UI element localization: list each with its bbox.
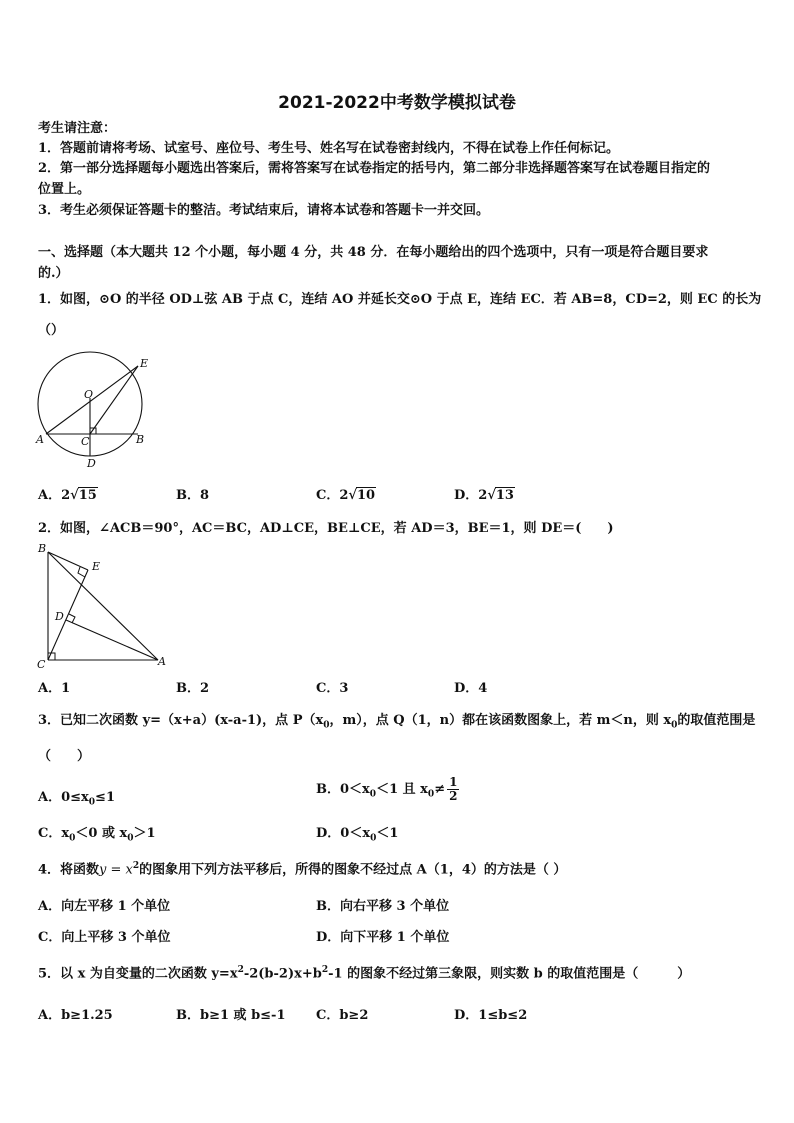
q1-label-d: D — [87, 457, 96, 470]
q1-label-c: C — [81, 435, 90, 448]
q1-label-e: E — [140, 357, 149, 370]
q2-label-b: B — [38, 542, 47, 555]
q2-option-a: A．1 — [38, 681, 71, 696]
notice-heading: 考生请注意： — [38, 121, 117, 136]
q4-option-b: B．向右平移 3 个单位 — [316, 899, 450, 914]
q1-stem: 1．如图，⊙O 的半径 OD⊥弦 AB 于点 C，连结 AO 并延长交⊙O 于点 E，连结 EC．若 AB=8，CD=2，则 EC 的长为 — [38, 292, 762, 307]
section-heading: 一、选择题（本大题共 12 个小题，每小题 4 分，共 48 分．在每小题给出的四个选项中，只有一项是符合题目要求 — [38, 245, 709, 260]
q3-option-c: C．$x_0<0$ 或 $x_0>1$ — [38, 826, 156, 844]
q3-option-b: B．$0<x_0<1$ 且 $x_0\ne$ $\frac{1}{2}$ — [316, 775, 458, 803]
q2-option-c: C．3 — [316, 681, 349, 696]
q2-label-a: A — [158, 655, 166, 668]
q1-stem-cont: （） — [38, 323, 65, 338]
q5-option-b: B．b≥1 或 b≤-1 — [176, 1008, 286, 1023]
q1-label-a: A — [36, 433, 44, 446]
q1-line-ec — [90, 366, 138, 434]
q2-line-ad — [66, 620, 158, 660]
q1-option-d: D．2√13 — [454, 488, 514, 503]
q5-option-d: D．1≤b≤2 — [454, 1008, 528, 1023]
q2-line-be — [48, 552, 88, 570]
q2-label-d: D — [55, 610, 64, 623]
q1-option-b: B．8 — [176, 488, 210, 503]
q1-label-b: B — [136, 433, 145, 446]
q2-line-ce — [48, 570, 88, 660]
q2-label-c: C — [37, 658, 46, 671]
q4-option-d: D．向下平移 1 个单位 — [316, 930, 450, 945]
q3-option-d: D．$0<x_0<1$ — [316, 826, 399, 844]
q4-option-c: C．向上平移 3 个单位 — [38, 930, 171, 945]
q5-option-a: A．b≥1.25 — [38, 1008, 113, 1023]
notice-item-2: 2．第一部分选择题每小题选出答案后，需将答案写在试卷指定的括号内，第二部分非选择题答案写在试卷题目指定的 — [38, 161, 711, 176]
q2-label-e: E — [92, 560, 101, 573]
notice-item-3: 3．考生必须保证答题卡的整洁。考试结束后，请将本试卷和答题卡一并交回。 — [38, 203, 490, 218]
q3-stem-cont: （ ） — [38, 749, 91, 764]
q4-stem: 4．将函数$y = x^2$的图象用下列方法平移后，所得的图象不经过点 A（1，4）的方法是（ ） — [38, 861, 567, 878]
section-heading-cont: 的.） — [38, 266, 69, 281]
q3-fraction: $\frac{1}{2}$ — [449, 775, 458, 803]
q5-stem: 5．以 x 为自变量的二次函数 $y=x^2-2(b-2)x+b^2-1$ 的图象不经过第三象限，则实数 b 的取值范围是（ ） — [38, 965, 691, 982]
q5-option-c: C．b≥2 — [316, 1008, 369, 1023]
page-title: 2021-2022中考数学模拟试卷 — [278, 93, 516, 113]
notice-item-1: 1．答题前请将考场、试室号、座位号、考生号、姓名写在试卷密封线内，不得在试卷上作任何标记。 — [38, 141, 620, 156]
q1-label-o: O — [84, 388, 94, 401]
q3-stem: 3．已知二次函数 y=（x+a）(x-a-1)，点 $P(x_0$，m），点 Q（1，n）都在该函数图象上，若 m＜n，则 $x_0$的取值范围是 — [38, 713, 756, 731]
q2-side-ab — [48, 552, 158, 660]
q2-option-d: D．4 — [454, 681, 488, 696]
q4-option-a: A．向左平移 1 个单位 — [38, 899, 171, 914]
q2-triangle-figure — [34, 540, 174, 672]
q1-option-c: C．2√10 — [316, 488, 376, 503]
q3-option-a: A．$0\le x_0\le 1$ — [38, 790, 115, 808]
notice-item-2-cont: 位置上。 — [38, 182, 91, 197]
q2-option-b: B．2 — [176, 681, 210, 696]
q1-circle-figure — [34, 348, 158, 472]
q1-option-a: A．2√15 — [38, 488, 97, 503]
q2-stem: 2．如图，∠ACB＝90°，AC＝BC，AD⊥CE，BE⊥CE，若 AD＝3，BE＝1，则 DE＝( ) — [38, 521, 614, 536]
